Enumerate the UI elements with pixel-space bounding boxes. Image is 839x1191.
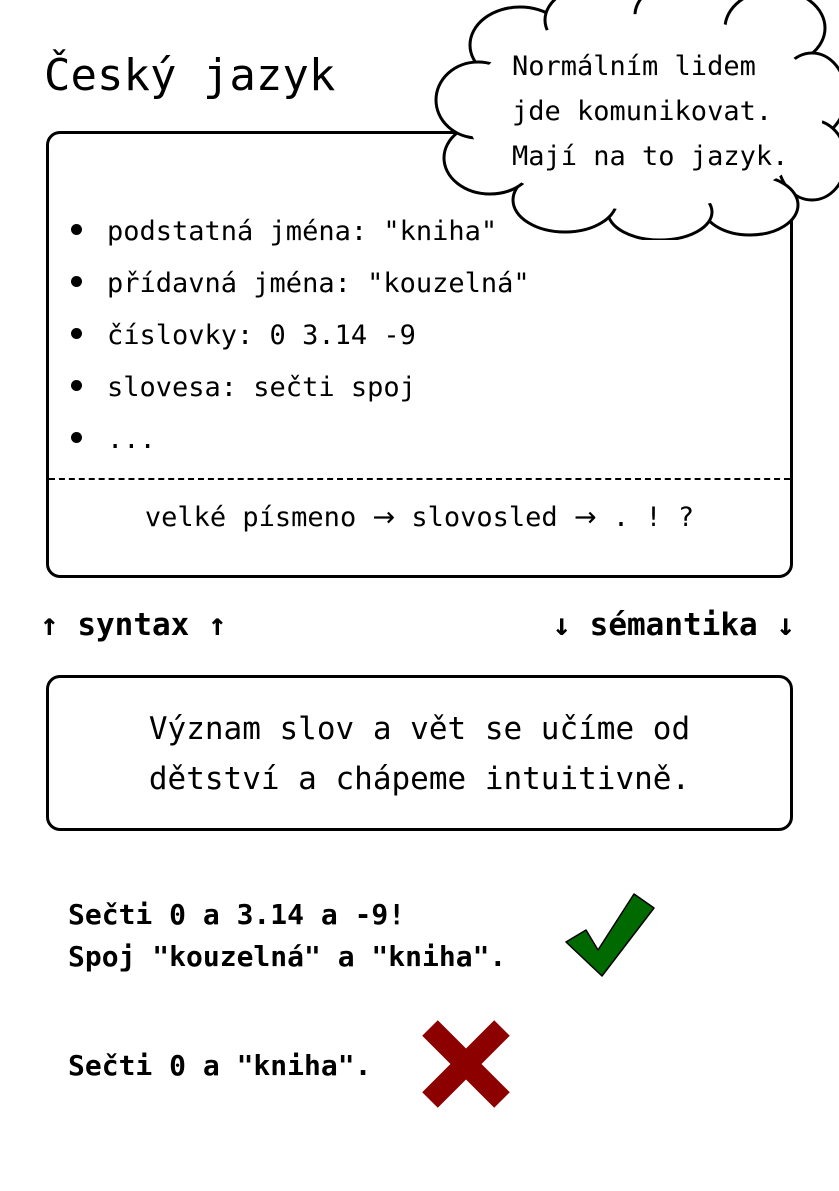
word-category-list — [71, 206, 530, 466]
rule-word-order: slovosled — [411, 502, 558, 533]
semantics-box — [46, 675, 793, 831]
bullet-icon — [71, 328, 82, 339]
bullet-icon — [71, 276, 82, 287]
sentence-rule — [49, 502, 790, 533]
semantics-text — [49, 704, 790, 804]
list-item-label: přídavná jména: "kouzelná" — [107, 268, 530, 299]
bullet-icon — [71, 432, 82, 443]
right-arrow-icon: → — [573, 502, 597, 533]
example-sentence: Spoj "kouzelná" a "kniha". — [68, 940, 507, 973]
semantics-label: ↓ sémantika ↓ — [552, 607, 795, 643]
cloud-line: jde komunikovat. — [512, 96, 773, 127]
valid-examples — [68, 894, 506, 978]
right-arrow-icon: → — [372, 502, 396, 533]
list-item — [71, 310, 530, 362]
cloud-line: Mají na to jazyk. — [512, 141, 789, 172]
cross-icon — [420, 1018, 512, 1110]
cloud-line: Normálním lidem — [512, 51, 756, 82]
rule-punctuation: . ! ? — [612, 502, 695, 533]
list-item-label: podstatná jména: "kniha" — [107, 216, 498, 247]
semantics-line: Význam slov a vět se učíme od — [148, 711, 691, 747]
example-sentence: Sečti 0 a 3.14 a -9! — [68, 898, 406, 931]
bullet-icon — [71, 224, 82, 235]
list-item-label: slovesa: sečti spoj — [107, 372, 416, 403]
checkmark-icon — [562, 890, 658, 980]
page-title: Český jazyk — [44, 50, 336, 101]
cloud-text — [512, 44, 788, 179]
list-item — [71, 258, 530, 310]
rule-capital-letter: velké písmeno — [144, 502, 357, 533]
syntax-label: ↑ syntax ↑ — [40, 607, 227, 643]
dashed-divider — [49, 478, 790, 480]
list-item-label: ... — [107, 424, 156, 455]
semantics-line: dětství a chápeme intuitivně. — [148, 761, 691, 797]
list-item — [71, 362, 530, 414]
list-item-label: číslovky: 0 3.14 -9 — [107, 320, 416, 351]
invalid-examples — [68, 1045, 371, 1087]
example-sentence: Sečti 0 a "kniha". — [68, 1049, 372, 1082]
bullet-icon — [71, 380, 82, 391]
list-item — [71, 414, 530, 466]
